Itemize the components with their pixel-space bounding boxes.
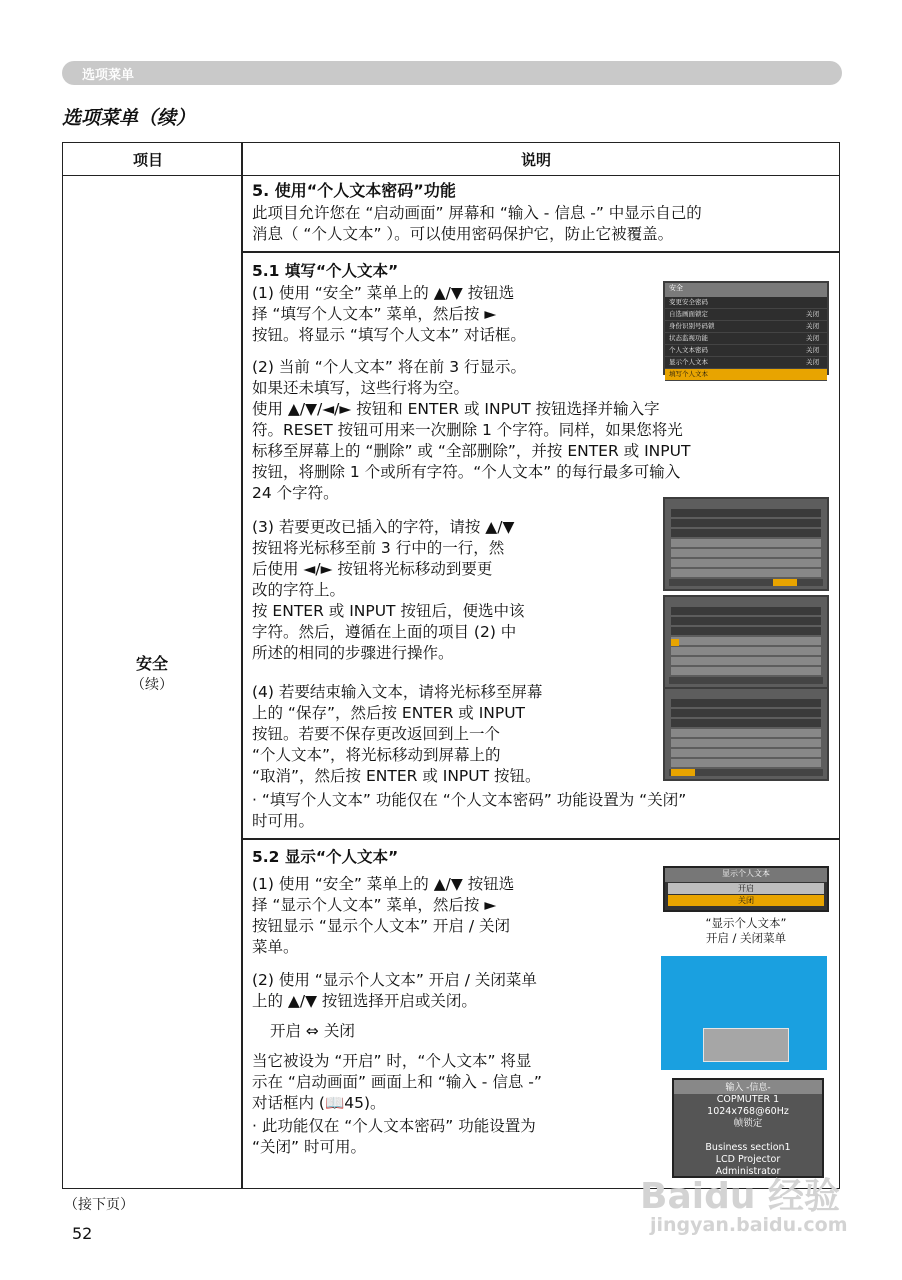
onoff-caption: “显示个人文本” 开启 / 关闭菜单	[705, 916, 787, 945]
sec51-step1-1: (1) 使用 “安全” 菜单上的 ▲/▼ 按钮选	[252, 284, 515, 302]
text-entry-screenshot-1	[663, 497, 829, 591]
sec51-step4-3: 按钮。若要不保存更改返回到上一个	[252, 725, 501, 743]
sec51-step2-3: 使用 ▲/▼/◄/► 按钮和 ENTER 或 INPUT 按钮选择并输入字	[252, 400, 660, 418]
watermark-brand: Baidu 经验	[640, 1176, 841, 1217]
menu-row: 个人文本密码 关闭	[665, 345, 827, 357]
section-tab-label: 选项菜单	[82, 68, 135, 83]
sec52-desc-3: 对话框内 (📖45)。	[252, 1094, 386, 1112]
item-sub: （续）	[131, 677, 173, 693]
text-entry-screenshot-3	[663, 687, 829, 781]
watermark-url: jingyan.baidu.com	[650, 1214, 848, 1236]
menu-row: 自选画面锁定 关闭	[665, 309, 827, 321]
menu-row: 显示个人文本 关闭	[665, 357, 827, 369]
sec51-step3-2: 按钮将光标移至前 3 行中的一行，然	[252, 539, 505, 557]
menu-row: 身份识别号码锁 关闭	[665, 321, 827, 333]
sec51-step2-1: (2) 当前 “个人文本” 将在前 3 行显示。	[252, 358, 527, 376]
onoff-option-off: 关闭	[668, 895, 824, 906]
text-entry-screenshot-2	[663, 595, 829, 689]
security-menu-title: 安全	[665, 283, 827, 297]
input-info-screenshot: 输入 -信息- COPMUTER 1 1024x768@60Hz 帧锁定 Business section1 LCD Projector Administrator	[672, 1078, 824, 1178]
sec51-step3-3: 后使用 ◄/► 按钮将光标移动到要更	[252, 560, 493, 578]
sec51-heading: 5.1 填写“个人文本”	[252, 262, 399, 280]
item-cell	[63, 651, 241, 694]
page-number: 52	[72, 1224, 93, 1243]
sec5-intro-1: 此项目允许您在 “启动画面” 屏幕和 “输入 - 信息 -” 中显示自己的	[252, 204, 702, 222]
sec51-step1-3: 按钮。将显示 “填写个人文本” 对话框。	[252, 326, 526, 344]
startup-dialog	[703, 1028, 789, 1062]
input-info-title: 输入 -信息-	[674, 1080, 822, 1094]
table-header	[63, 143, 839, 176]
sec51-step3-5: 按 ENTER 或 INPUT 按钮后，便选中该	[252, 602, 525, 620]
sec51-step4-5: “取消”，然后按 ENTER 或 INPUT 按钮。	[252, 767, 541, 785]
sec51-step3-1: (3) 若要更改已插入的字符，请按 ▲/▼	[252, 518, 515, 536]
col-header-item: 项目	[133, 151, 164, 169]
security-menu-screenshot	[663, 281, 829, 378]
startup-screen-screenshot	[661, 956, 827, 1070]
sec52-step2-1: (2) 使用 “显示个人文本” 开启 / 关闭菜单	[252, 971, 537, 989]
sec51-note-2: 时可用。	[252, 812, 315, 830]
sec52-step1-2: 择 “显示个人文本” 菜单，然后按 ►	[252, 896, 497, 914]
page-title: 选项菜单（续）	[62, 107, 196, 129]
col-header-desc: 说明	[521, 151, 552, 169]
sec5-heading: 5. 使用“个人文本密码”功能	[252, 181, 456, 200]
sec52-step2-2: 上的 ▲/▼ 按钮选择开启或关闭。	[252, 992, 477, 1010]
row-divider-2	[243, 838, 839, 840]
sec51-step2-6: 按钮，将删除 1 个或所有字符。“个人文本” 的每行最多可输入	[252, 463, 681, 481]
section-tab-bar	[62, 61, 842, 85]
sec52-step1-4: 菜单。	[252, 938, 299, 956]
sec51-step4-4: “个人文本”，将光标移动到屏幕上的	[252, 746, 501, 764]
column-divider	[241, 143, 243, 1188]
sec51-step4-2: 上的 “保存”，然后按 ENTER 或 INPUT	[252, 704, 526, 722]
continued-note: （接下页）	[64, 1197, 134, 1213]
sec51-note-1: · “填写个人文本” 功能仅在 “个人文本密码” 功能设置为 “关闭”	[252, 791, 687, 809]
sec52-desc-5: “关闭” 时可用。	[252, 1138, 366, 1156]
sec52-desc-2: 示在 “启动画面” 画面上和 “输入 - 信息 -”	[252, 1073, 542, 1091]
sec5-intro-2: 消息（ “个人文本” ）。可以使用密码保护它，防止它被覆盖。	[252, 225, 674, 243]
sec51-step2-5: 标移至屏幕上的 “删除” 或 “全部删除”，并按 ENTER 或 INPUT	[252, 442, 691, 460]
sec52-heading: 5.2 显示“个人文本”	[252, 848, 399, 866]
sec51-step2-4: 符。RESET 按钮可用来一次删除 1 个字符。同样，如果您将光	[252, 421, 683, 439]
sec52-desc-1: 当它被设为 “开启” 时，“个人文本” 将显	[252, 1052, 532, 1070]
sec51-step2-2: 如果还未填写，这些行将为空。	[252, 379, 470, 397]
menu-row: 状态监视功能 关闭	[665, 333, 827, 345]
onoff-menu-screenshot	[663, 866, 829, 912]
sec51-step3-7: 所述的相同的步骤进行操作。	[252, 644, 454, 662]
sec51-step3-6: 字符。然后，遵循在上面的项目 (2) 中	[252, 623, 517, 641]
sec52-desc-4: · 此功能仅在 “个人文本密码” 功能设置为	[252, 1117, 536, 1135]
menu-row-selected: 填写个人文本	[665, 369, 827, 381]
sec51-step4-1: (4) 若要结束输入文本，请将光标移至屏幕	[252, 683, 543, 701]
sec51-step3-4: 改的字符上。	[252, 581, 346, 599]
menu-row: 变更安全密码	[665, 297, 827, 309]
row-divider-1	[243, 251, 839, 253]
sec52-toggle: 开启 ⇔ 关闭	[270, 1022, 355, 1040]
onoff-option-on: 开启	[668, 883, 824, 894]
sec51-step2-7: 24 个字符。	[252, 484, 339, 502]
onoff-menu-title: 显示个人文本	[665, 868, 827, 882]
sec52-step1-3: 按钮显示 “显示个人文本” 开启 / 关闭	[252, 917, 510, 935]
item-name: 安全	[135, 654, 168, 673]
sec51-step1-2: 择 “填写个人文本” 菜单，然后按 ►	[252, 305, 497, 323]
sec52-step1-1: (1) 使用 “安全” 菜单上的 ▲/▼ 按钮选	[252, 875, 515, 893]
